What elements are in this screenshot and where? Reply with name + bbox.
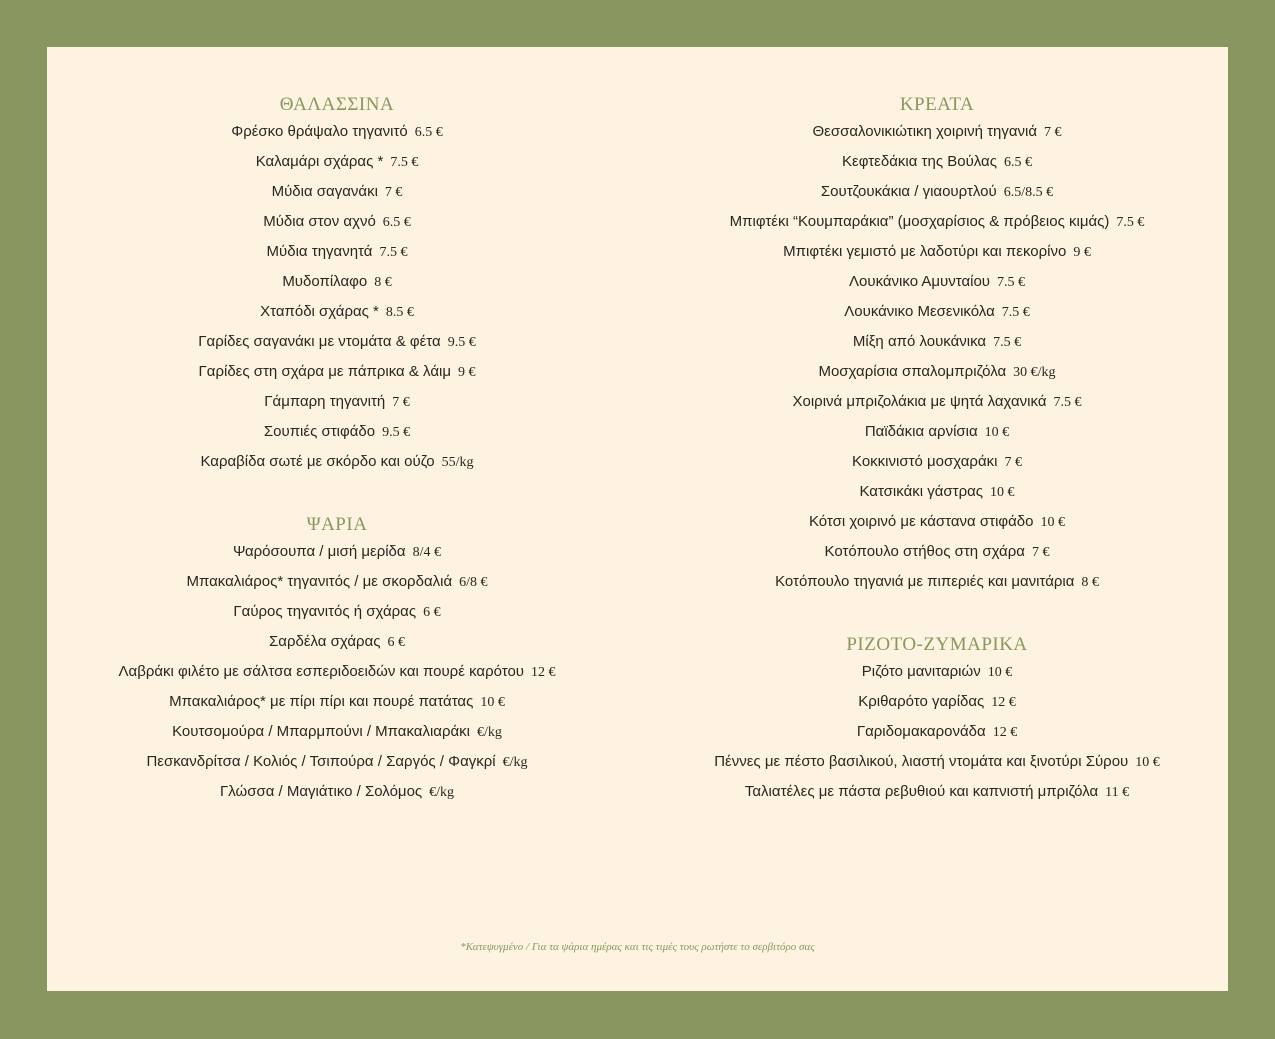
left-column — [47, 87, 627, 807]
menu-item-name: Χοιρινά μπριζολάκια με ψητά λαχανικά — [792, 393, 1047, 410]
menu-item — [637, 147, 1237, 177]
menu-item-price: 7.5 € — [379, 245, 408, 260]
menu-item — [47, 237, 627, 267]
menu-item-price: 6 € — [387, 635, 405, 650]
menu-item-price: 7.5 € — [993, 335, 1022, 350]
menu-item-price: 9.5 € — [447, 335, 476, 350]
menu-item — [47, 327, 627, 357]
menu-item-name: Μύδια τηγανητά — [266, 243, 373, 260]
menu-item-name: Γλώσσα / Μαγιάτικο / Σολόμος — [219, 783, 423, 800]
menu-item-name: Ριζότο μανιταριών — [861, 663, 981, 680]
menu-item-price: 6.5 € — [1003, 155, 1032, 170]
menu-item — [47, 117, 627, 147]
menu-item — [47, 387, 627, 417]
section-title: ΘΑΛΑΣΣΙΝΑ — [279, 94, 395, 115]
menu-item-price: 6/8 € — [459, 575, 488, 590]
menu-item-name: Σουτζουκάκια / γιαουρτλού — [820, 183, 997, 200]
menu-item-price: 7.5 € — [1053, 395, 1082, 410]
menu-item — [47, 267, 627, 297]
menu-item-name: Σαρδέλα σχάρας — [269, 633, 381, 650]
menu-item — [47, 447, 627, 477]
menu-item — [637, 777, 1237, 807]
menu-item — [637, 177, 1237, 207]
menu-item-name: Γαρίδες στη σχάρα με πάπρικα & λάιμ — [198, 363, 451, 380]
menu-item — [637, 507, 1237, 537]
menu-item-price: 6.5 € — [382, 215, 411, 230]
menu-item — [47, 207, 627, 237]
menu-item-price: €/kg — [477, 725, 502, 740]
menu-item-name: Γαριδομακαρονάδα — [856, 723, 986, 740]
menu-item-name: Καλαμάρι σχάρας * — [255, 153, 384, 170]
menu-item-price: €/kg — [502, 755, 528, 770]
menu-item-name: Μοσχαρίσια σπαλομπριζόλα — [818, 363, 1007, 380]
section-title: ΡΙΖΟΤΟ-ΖΥΜΑΡΙΚΑ — [846, 634, 1028, 655]
menu-item-name: Κριθαρότο γαρίδας — [858, 693, 985, 710]
menu-item — [637, 237, 1237, 267]
menu-item — [47, 627, 627, 657]
menu-item-price: 10 € — [1040, 515, 1066, 530]
menu-item-name: Μπιφτέκι “Κουμπαράκια” (μοσχαρίσιος & πρόβειος κιμάς) — [729, 213, 1110, 230]
menu-item — [47, 297, 627, 327]
menu-item — [47, 777, 627, 807]
menu-item-name: Κότσι χοιρινό με κάστανα στιφάδο — [808, 513, 1034, 530]
menu-item-price: 9.5 € — [382, 425, 411, 440]
menu-item-price: 7 € — [1044, 125, 1062, 140]
menu-item-price: 12 € — [530, 665, 556, 680]
menu-section — [637, 627, 1237, 807]
menu-item — [637, 717, 1237, 747]
menu-item-price: 12 € — [992, 725, 1018, 740]
menu-item-name: Μίξη από λουκάνικα — [852, 333, 987, 350]
menu-item — [47, 567, 627, 597]
menu-item-price: 10 € — [984, 425, 1010, 440]
menu-item-price: 6 € — [423, 605, 441, 620]
menu-item-price: 8 € — [1081, 575, 1099, 590]
menu-item-name: Μύδια σαγανάκι — [271, 183, 378, 200]
menu-item-name: Πέννες με πέστο βασιλικού, λιαστή ντομάτα και ξινοτύρι Σύρου — [714, 753, 1129, 770]
menu-page — [47, 47, 1228, 991]
menu-item-name: Λαβράκι φιλέτο με σάλτσα εσπεριδοειδών και πουρέ καρότου — [118, 663, 524, 680]
menu-item — [637, 327, 1237, 357]
menu-item-price: 7.5 € — [1116, 215, 1145, 230]
menu-item-name: Κοτόπουλο στήθος στη σχάρα — [824, 543, 1025, 560]
menu-item-name: Γάμπαρη τηγανιτή — [264, 393, 386, 410]
menu-item-price: 10 € — [990, 485, 1015, 500]
footnote: *Κατεψυγμένο / Για τα ψάρια ημέρας και τις τιμές τους ρωτήστε το σερβιτόρο σας — [460, 941, 815, 953]
menu-item-name: Φρέσκο θράψαλο τηγανιτό — [231, 123, 408, 140]
menu-item-name: Μπακαλιάρος* τηγανιτός / με σκορδαλιά — [186, 573, 453, 590]
menu-item-price: 55/kg — [441, 455, 474, 470]
menu-item — [47, 537, 627, 567]
menu-item-name: Πεσκανδρίτσα / Κολιός / Τσιπούρα / Σαργός / Φαγκρί — [146, 753, 496, 770]
menu-item-price: 8 € — [374, 275, 392, 290]
menu-item-price: 9 € — [457, 365, 476, 380]
menu-item — [637, 297, 1237, 327]
menu-item-name: Μπιφτέκι γεμιστό με λαδοτύρι και πεκορίνο — [783, 243, 1067, 260]
menu-item — [637, 387, 1237, 417]
menu-item-price: 12 € — [991, 695, 1016, 710]
menu-section — [47, 87, 627, 477]
menu-item — [47, 597, 627, 627]
menu-item-name: Κατσικάκι γάστρας — [859, 483, 984, 500]
menu-item — [637, 447, 1237, 477]
menu-item-price: 7 € — [1004, 455, 1022, 470]
menu-item — [47, 357, 627, 387]
menu-item-price: 11 € — [1105, 785, 1130, 800]
menu-item — [637, 567, 1237, 597]
menu-item — [47, 177, 627, 207]
right-column — [637, 87, 1237, 807]
menu-item-price: 10 € — [1135, 755, 1160, 770]
menu-item-name: Ψαρόσουπα / μισή μερίδα — [233, 543, 406, 560]
menu-item — [637, 117, 1237, 147]
menu-item-name: Χταπόδι σχάρας * — [260, 303, 379, 320]
menu-item-name: Κοκκινιστό μοσχαράκι — [852, 453, 998, 470]
menu-item — [637, 207, 1237, 237]
menu-item-price: 30 €/kg — [1013, 365, 1056, 380]
menu-item-price: 7.5 € — [390, 155, 419, 170]
menu-item — [637, 417, 1237, 447]
menu-item-name: Μύδια στον αχνό — [263, 213, 376, 230]
section-title: ΚΡΕΑΤΑ — [899, 94, 975, 115]
section-title: ΨΑΡΙΑ — [306, 514, 368, 535]
menu-item — [637, 657, 1237, 687]
menu-item — [637, 687, 1237, 717]
menu-item-name: Μπακαλιάρος* με πίρι πίρι και πουρέ πατάτας — [169, 693, 474, 710]
menu-item-name: Λουκάνικο Αμυνταίου — [849, 273, 990, 290]
menu-item-price: 6.5/8.5 € — [1003, 185, 1054, 200]
menu-item-name: Καραβίδα σωτέ με σκόρδο και ούζο — [200, 453, 435, 470]
menu-item — [637, 747, 1237, 777]
menu-item-price: 9 € — [1073, 245, 1091, 260]
menu-item — [637, 357, 1237, 387]
menu-item-name: Σουπιές στιφάδο — [263, 423, 376, 440]
menu-item-price: 10 € — [987, 665, 1013, 680]
menu-item — [637, 477, 1237, 507]
menu-section — [637, 87, 1237, 597]
menu-item-price: 8.5 € — [385, 305, 414, 320]
menu-item — [637, 267, 1237, 297]
menu-item-name: Παϊδάκια αρνίσια — [864, 423, 978, 440]
menu-item-price: 6.5 € — [414, 125, 443, 140]
menu-item — [47, 717, 627, 747]
menu-item-name: Λουκάνικο Μεσενικόλα — [844, 303, 995, 320]
menu-item-price: 7 € — [1031, 545, 1050, 560]
menu-item-name: Γαρίδες σαγανάκι με ντομάτα & φέτα — [198, 333, 441, 350]
menu-item-price: 8/4 € — [412, 545, 441, 560]
menu-item-price: 7 € — [384, 185, 403, 200]
menu-item-price: 10 € — [480, 695, 505, 710]
menu-item — [637, 537, 1237, 567]
menu-item — [47, 747, 627, 777]
menu-item — [47, 417, 627, 447]
menu-section — [47, 507, 627, 807]
menu-item — [47, 657, 627, 687]
menu-item-price: 7.5 € — [997, 275, 1025, 290]
menu-item-name: Κοτόπουλο τηγανιά με πιπεριές και μανιτάρια — [775, 573, 1075, 590]
menu-item-name: Θεσσαλονικιώτικη χοιρινή τηγανιά — [812, 123, 1038, 140]
menu-item-price: 7 € — [392, 395, 410, 410]
menu-item-name: Ταλιατέλες με πάστα ρεβυθιού και καπνιστή μπριζόλα — [744, 783, 1099, 800]
menu-item-name: Γαύρος τηγανιτός ή σχάρας — [233, 603, 417, 620]
menu-item-name: Μυδοπίλαφο — [282, 273, 368, 290]
menu-item-name: Κεφτεδάκια της Βούλας — [842, 153, 997, 170]
menu-item-price: 7.5 € — [1001, 305, 1030, 320]
menu-item-price: €/kg — [429, 785, 455, 800]
menu-item-name: Κουτσομούρα / Μπαρμπούνι / Μπακαλιαράκι — [172, 723, 470, 740]
menu-item — [47, 147, 627, 177]
menu-item — [47, 687, 627, 717]
